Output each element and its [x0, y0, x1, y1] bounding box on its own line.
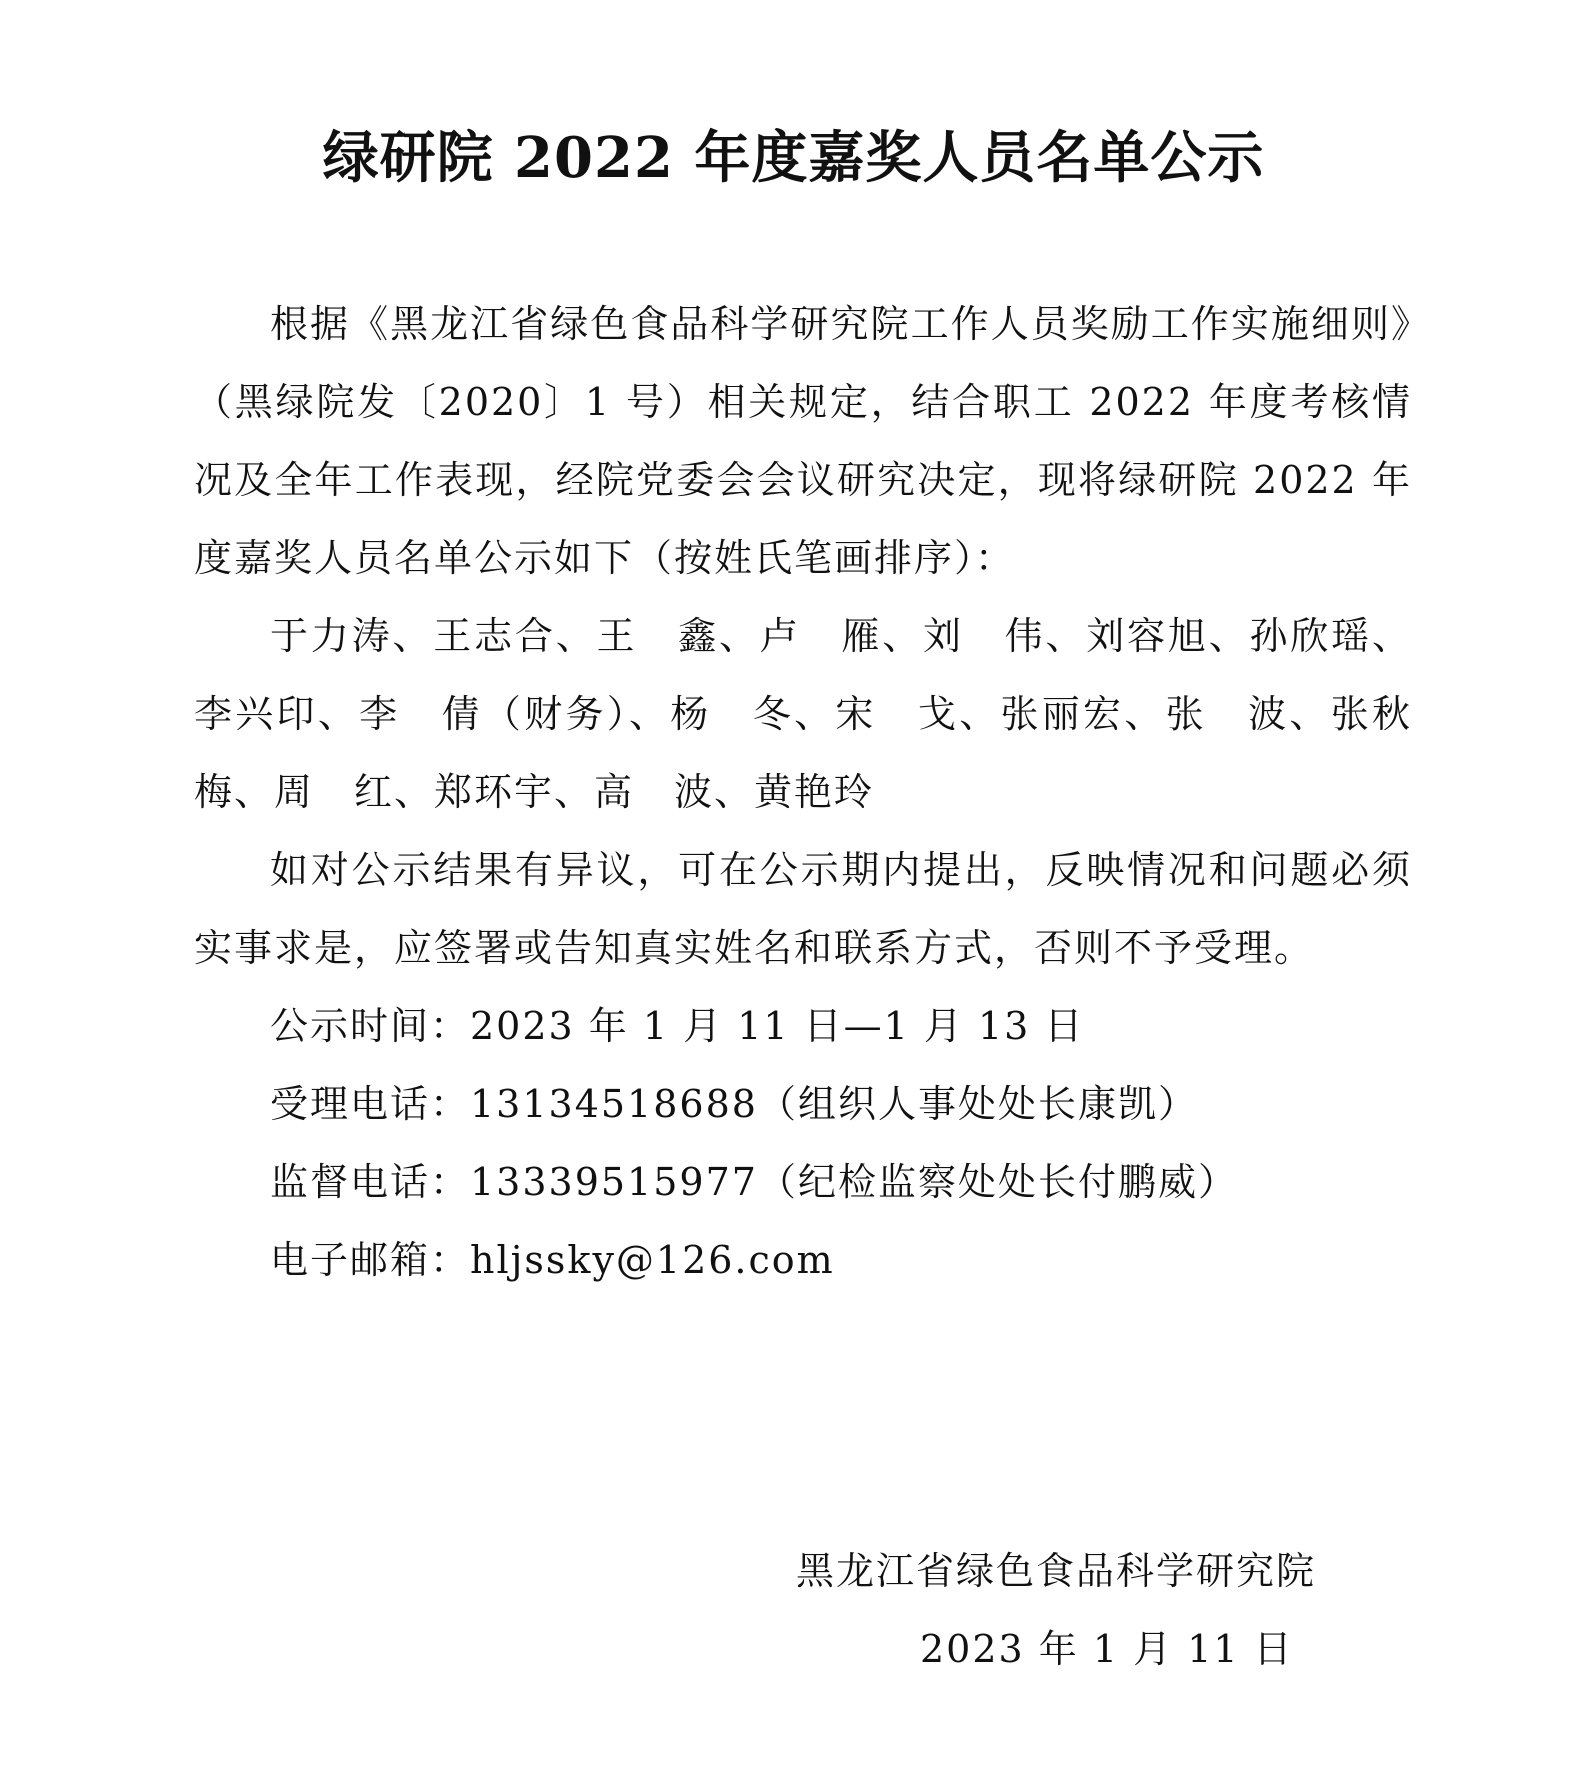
intro-paragraph: 根据《黑龙江省绿色食品科学研究院工作人员奖励工作实施细则》（黑绿院发〔2020〕1 号）相关规定，结合职工 2022 年度考核情况及全年工作表现，经院党委会会议研究决定，现将绿研院 2022 年度嘉奖人员名单公示如下（按姓氏笔画排序）： [194, 302, 1412, 580]
accept-phone: 受理电话：13134518688（组织人事处处长康凯） [270, 1082, 1198, 1126]
document-body [194, 285, 1412, 1299]
signature-date: 2023 年 1 月 11 日 [920, 1627, 1294, 1671]
contact-email: 电子邮箱：hljssky@126.com [270, 1238, 835, 1282]
document-title: 绿研院 2022 年度嘉奖人员名单公示 [322, 125, 1265, 191]
publicity-period: 公示时间：2023 年 1 月 11 日—1 月 13 日 [270, 1004, 1085, 1048]
supervise-phone: 监督电话：13339515977（纪检监察处处长付鹏威） [270, 1160, 1238, 1204]
awardee-names-paragraph: 于力涛、王志合、王 鑫、卢 雁、刘 伟、刘容旭、孙欣瑶、李兴印、李 倩（财务）、杨 冬、宋 戈、张丽宏、张 波、张秋梅、周 红、郑环宇、高 波、黄艳玲 [194, 614, 1412, 814]
signature-organization: 黑龙江省绿色食品科学研究院 [796, 1549, 1317, 1593]
objection-paragraph: 如对公示结果有异议，可在公示期内提出，反映情况和问题必须实事求是，应签署或告知真实姓名和联系方式，否则不予受理。 [194, 848, 1412, 970]
